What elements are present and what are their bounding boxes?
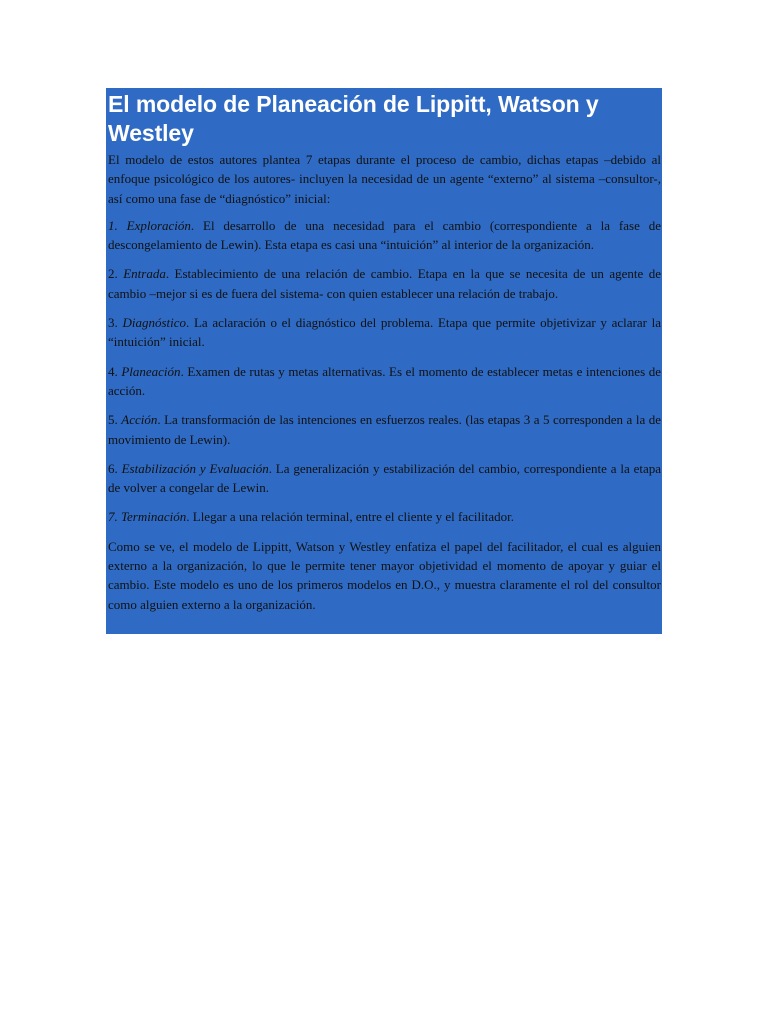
document-block bbox=[106, 88, 662, 634]
stage-number: 6. bbox=[108, 460, 118, 476]
stage-text: . La transformación de las intenciones en esfuerzos reales. (las etapas 3 a 5 corresponden a la de movimiento de Lewin). bbox=[108, 412, 661, 447]
document-title: El modelo de Planeación de Lippitt, Watson y Westley bbox=[108, 91, 599, 146]
stage-name: Exploración bbox=[126, 217, 191, 233]
stage-name: Diagnóstico bbox=[122, 315, 187, 331]
stage-paragraph bbox=[108, 459, 661, 498]
stage-text: . Examen de rutas y metas alternativas. Es el momento de establecer metas e intenciones de acción. bbox=[108, 363, 661, 398]
stage-paragraph bbox=[108, 507, 661, 526]
stage-paragraph bbox=[108, 264, 661, 303]
intro-paragraph: El modelo de estos autores plantea 7 etapas durante el proceso de cambio, dichas etapas –debido al enfoque psicológico de los autores- incluyen la necesidad de un agente “externo” al sistema –consultor-, así como una fase de “diagnóstico” inicial: bbox=[108, 152, 661, 206]
stage-name: Terminación bbox=[121, 509, 187, 525]
stage-number: 2. bbox=[108, 266, 118, 282]
stage-number: 3. bbox=[108, 315, 118, 331]
stage-text: . El desarrollo de una necesidad para el cambio (correspondiente a la fase de descongelamiento de Lewin). Esta etapa es casi una “intuición” al interior de la organización. bbox=[108, 217, 661, 253]
stage-number: 4. bbox=[108, 363, 118, 379]
stage-number: 5. bbox=[108, 412, 118, 428]
document-body bbox=[108, 150, 661, 614]
stage-name: Estabilización y Evaluación bbox=[121, 460, 269, 476]
stage-text: . Establecimiento de una relación de cambio. Etapa en la que se necesita de un agente de cambio –mejor si es de fuera del sistema- con quien establecer una relación de trabajo. bbox=[108, 266, 662, 301]
stage-text: . Llegar a una relación terminal, entre el cliente y el facilitador. bbox=[186, 509, 514, 525]
stage-name: Planeación bbox=[121, 363, 181, 379]
stage-paragraph bbox=[108, 362, 661, 401]
stage-name: Entrada bbox=[123, 266, 166, 282]
conclusion-paragraph: Como se ve, el modelo de Lippitt, Watson y Westley enfatiza el papel del facilitador, el cual es alguien externo a la organización, lo que le permite tener mayor objetividad el momento de apoyar y guiar el cambio. Este modelo es uno de los primeros modelos en D.O., y muestra claramente el rol del consultor como alguien externo a la organización. bbox=[108, 538, 661, 612]
stage-name: Acción bbox=[121, 412, 158, 428]
stage-paragraph bbox=[108, 216, 661, 255]
stage-number: 1. bbox=[108, 217, 118, 233]
stage-text: . La aclaración o el diagnóstico del problema. Etapa que permite objetivizar y aclarar la “intuición” inicial. bbox=[108, 315, 662, 350]
stage-number: 7. bbox=[108, 509, 118, 525]
stage-paragraph bbox=[108, 313, 661, 352]
stage-text: . La generalización y estabilización del cambio, correspondiente a la etapa de volver a congelar de Lewin. bbox=[108, 460, 661, 496]
stage-paragraph bbox=[108, 410, 661, 449]
